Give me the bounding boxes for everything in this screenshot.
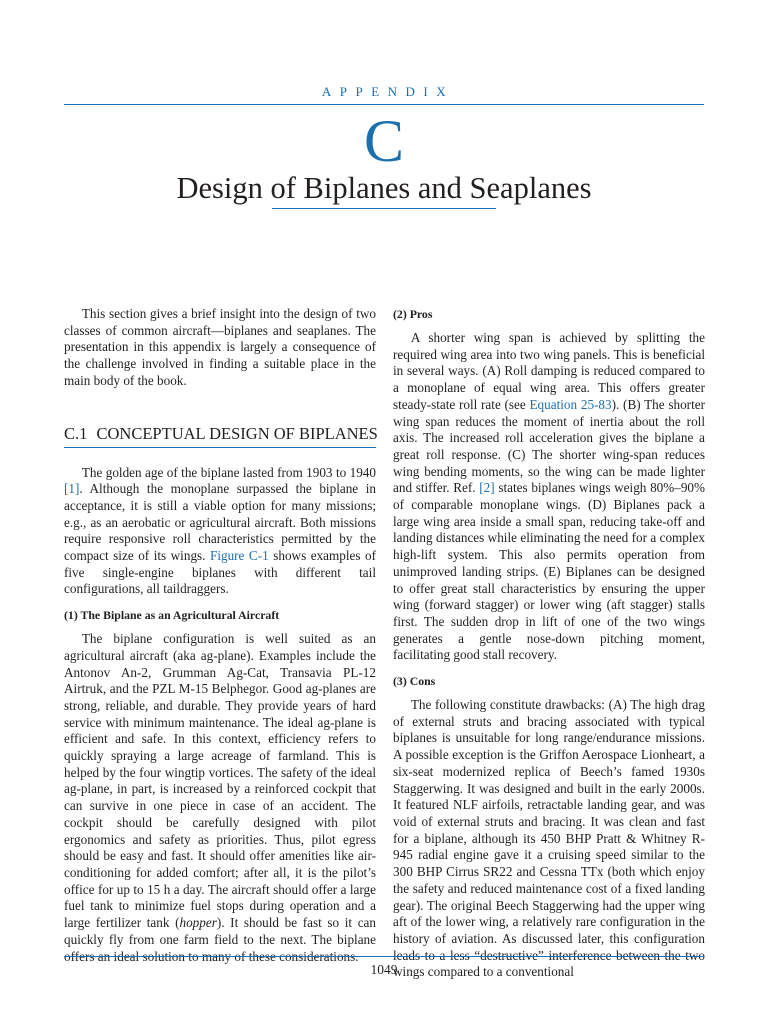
subsection-heading-agricultural: (1) The Biplane as an Agricultural Aircraft xyxy=(64,608,280,623)
appendix-letter: C xyxy=(363,108,405,174)
paragraph-text: states biplanes wings weigh 80%–90% of comparable monoplane wings. (D) Biplanes pack a large wing area inside a small span, reducing take-off and landing distances while eliminating the need for a complex high-lift system. This also permits operation from unimproved landing strips. (E) Biplanes can be designed to offer great stall characteristics by ensuring the upper wing (forward stagger) or lower wing (aft stagger) stalls first. The sudden drop in lift of one of the two wings generates a gentle nose-down pitching moment, facilitating good stall recovery. xyxy=(393,480,706,663)
page-number: 1049 xyxy=(370,962,398,977)
subsection-heading-pros: (2) Pros xyxy=(393,307,433,321)
left-column xyxy=(64,306,376,965)
chapter-title: Design of Biplanes and Seaplanes xyxy=(176,171,592,205)
italic-term: hopper xyxy=(179,915,217,931)
biplane-history-paragraph xyxy=(64,465,376,599)
agricultural-paragraph xyxy=(64,631,376,965)
section-heading xyxy=(64,424,376,444)
section-heading-underline xyxy=(64,447,376,448)
section-title: CONCEPTUAL DESIGN OF BIPLANES xyxy=(96,423,378,443)
title-underline xyxy=(272,208,496,209)
appendix-label: APPENDIX xyxy=(321,84,455,99)
section-number: C.1 xyxy=(64,423,88,443)
paragraph-text: The biplane configuration is well suited as an agricultural aircraft (aka ag-plane). Examples include the Antonov An-2, Grumman Ag-Cat, Transavia PL-12 Airtruk, and the PZL M-15 Belphegor. Good ag-planes are strong, reliable, and durable. They provide years of hard service with minimum maintenance. The ideal ag-plane is efficient and safe. In this context, efficiency refers to quickly spraying a large acreage of farmland. This is helped by the four wingtip vortices. The safety of the ideal ag-plane, in part, is increased by a reinforced cockpit that can survive in one piece in case of an accident. The cockpit should be carefully designed with pilot ergonomics and safety as priorities. Thus, pilot egress should be easy and fast. It should offer amenities like air-conditioning for added comfort; after all, it is the pilot’s office for up to 15 h a day. The aircraft should offer a large fuel tank to minimize fuel stops during operation and a large fertilizer tank ( xyxy=(64,631,376,931)
right-column xyxy=(393,306,705,981)
footer-divider xyxy=(64,956,704,957)
reference-link-1[interactable]: [1] xyxy=(64,481,80,497)
pros-paragraph xyxy=(393,330,705,664)
paragraph-text: . Although the monoplane surpassed the biplane in acceptance, it is still a viable option for many missions; e.g., as an aerobatic or agricultural aircraft. Both missions require responsive roll characteristics permitted by the compact size of its wings. xyxy=(64,481,376,564)
paragraph-text: A shorter wing span is achieved by splitting the required wing area into two wing panels. This is beneficial in several ways. (A) Roll damping is reduced compared to a monoplane of equal wing area. This offers greater steady-state roll rate (see xyxy=(393,330,705,412)
cons-paragraph: The following constitute drawbacks: (A) The high drag of external struts and bracing associated with typical biplanes is unsuitable for long range/endurance missions. A possible exception is the Griffon Aerospace Lionheart, a six-seat modernized replica of Beech’s famed 1930s Staggerwing. It was designed and built in the early 2000s. It featured NLF airfoils, retractable landing gear, and was void of external struts and bracing. It was clean and fast for a biplane, although its 450 BHP Pratt & Whitney R-945 radial engine gave it a cruising speed similar to the 300 BHP Cirrus SR22 and Cessna TTx (both which enjoy the safety and reduced maintenance cost of a fixed landing gear). The original Beech Staggerwing had the upper wing aft of the lower wing, a relatively rare configuration in the history of aviation. As discussed later, this configuration leads to a less “destructive” interference between the two wings compared to a conventional xyxy=(393,697,705,980)
paragraph-text: ). (B) The shorter wing span reduces the moment of inertia about the roll axis. The increased roll acceleration gives the biplane a great roll response. (C) The shorter wing-span reduces wing bending moments, so the wing can be made lighter and stiffer. Ref. xyxy=(393,396,705,496)
subsection-heading-cons: (3) Cons xyxy=(393,674,436,689)
reference-link-2[interactable]: [2] xyxy=(479,480,495,496)
paragraph-text: shows examples of five single-engine biplanes with different tail configurations, all taildraggers. xyxy=(64,548,377,597)
paragraph-text: The golden age of the biplane lasted from 1903 to 1940 xyxy=(81,464,376,480)
appendix-divider xyxy=(64,104,704,105)
paragraph-text: ). It should be fast so it can quickly fly from one farm field to the next. The biplane offers an ideal solution to many of these considerations. xyxy=(64,915,376,964)
figure-link[interactable]: Figure C-1 xyxy=(209,548,269,564)
equation-link[interactable]: Equation 25-83 xyxy=(529,396,612,412)
intro-paragraph: This section gives a brief insight into the design of two classes of common aircraft—biplanes and seaplanes. The presentation in this appendix is largely a consequence of the challenge involved in finding a suitable place in the main body of the book. xyxy=(64,306,376,388)
